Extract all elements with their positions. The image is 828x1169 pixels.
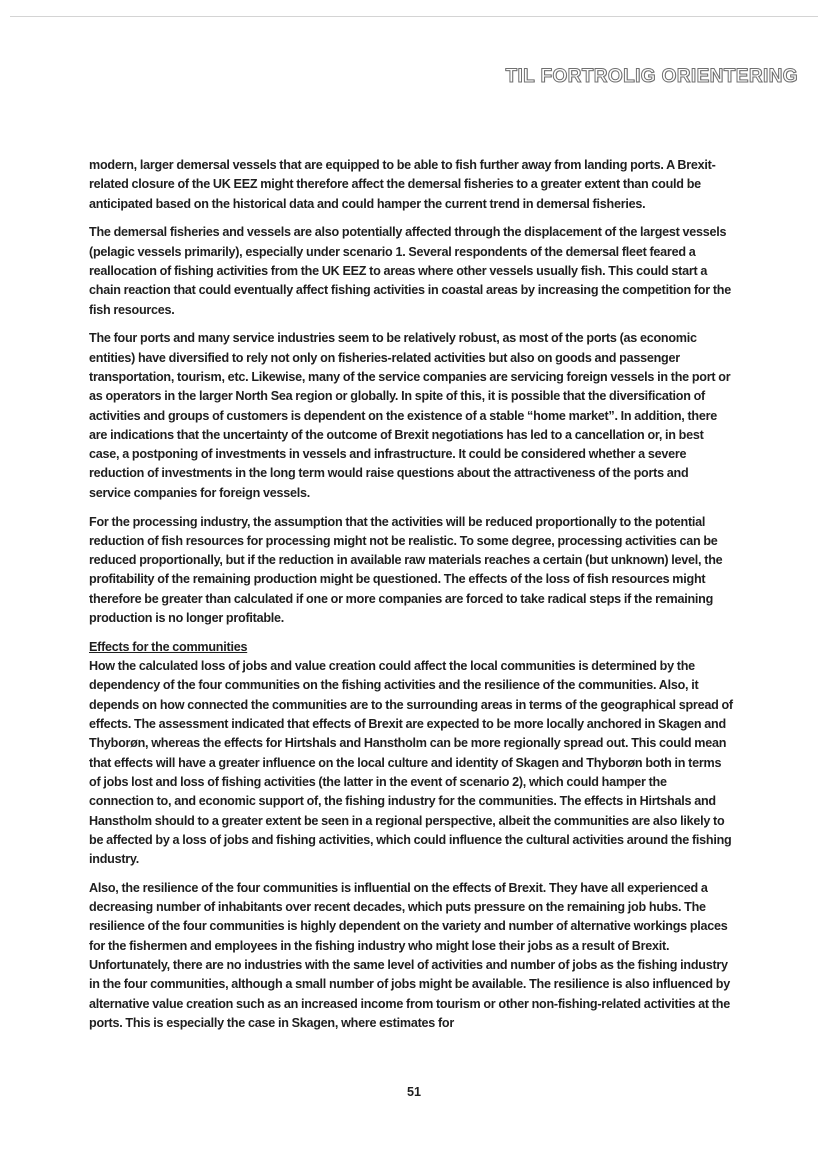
paragraph-processing-industry: For the processing industry, the assumption that the activities will be reduced proportionally to the potential reduction of fish resources for processing might not be realistic. To some degree, processing activities can be reduced proportionally, but if the reduction in available raw materials reaches a certain (but unknown) level, the profitability of the remaining production might be questioned. The effects of the loss of fish resources might therefore be greater than calculated if one or more companies are forced to take radical steps if the remaining production is no longer profitable. (89, 514, 723, 626)
page-number: 51 (406, 1085, 421, 1099)
confidential-stamp: TIL FORTROLIG ORIENTERING (505, 66, 798, 87)
paragraph-ports-services: The four ports and many service industries seem to be relatively robust, as most of the ports (as economic entities) have diversified to rely not only on fisheries-related activities but also on goods and passenger transportation, tourism, etc. Likewise, many of the service companies are servicing foreign vessels in the port or as operators in the larger North Sea region or globally. In spite of this, it is possible that the diversification of activities and groups of customers is dependent on the existence of a stable “home market”. In addition, there are indications that the uncertainty of the outcome of Brexit negotiations has led to a cancellation or, in best case, a postponing of investments in vessels and infrastructure. It could be considered whether a severe reduction of investments in the long term would raise questions about the attractiveness of the ports and service companies for foreign vessels. (89, 331, 731, 500)
document-body (89, 156, 733, 1043)
paragraph-displacement: The demersal fisheries and vessels are also potentially affected through the displacement of the largest vessels (pelagic vessels primarily), especially under scenario 1. Several respondents of the demersal fleet feared a reallocation of fishing activities from the UK EEZ to areas where other vessels usually fish. This could start a chain reaction that could eventually affect fishing activities in coastal areas by increasing the competition for the fish resources. (89, 225, 731, 317)
paragraph-community-effects: How the calculated loss of jobs and value creation could affect the local communities is determined by the dependency of the four communities on the fishing activities and the resilience of the communities. Also, it depends on how connected the communities are to the surrounding areas in terms of the geographical spread of effects. The assessment indicated that effects of Brexit are expected to be more locally anchored in Skagen and Thyborøn, whereas the effects for Hirtshals and Hanstholm can be more regionally spread out. This could mean that effects will have a greater influence on the local culture and identity of Skagen and Thyborøn both in terms of jobs lost and loss of fishing activities (the latter in the event of scenario 2), which could hamper the connection to, and economic support of, the fishing industry for the communities. The effects in Hirtshals and Hanstholm should to a greater extent be seen in a regional perspective, albeit the communities are also likely to be affected by a loss of jobs and fishing activities, which could influence the cultural activities around the fishing industry. (89, 659, 733, 867)
section-heading-communities: Effects for the communities (89, 639, 248, 654)
header-rule (10, 16, 818, 17)
paragraph-demersal-vessels: modern, larger demersal vessels that are equipped to be able to fish further away from landing ports. A Brexit-related closure of the UK EEZ might therefore affect the demersal fisheries to a greater extent than could be anticipated based on the historical data and could hamper the current trend in demersal fisheries. (89, 158, 716, 211)
paragraph-community-resilience: Also, the resilience of the four communities is influential on the effects of Brexit. They have all experienced a decreasing number of inhabitants over recent decades, which puts pressure on the remaining job hubs. The resilience of the four communities is highly dependent on the variety and number of alternative workings places for the fishermen and employees in the fishing industry who might lose their jobs as a result of Brexit. Unfortunately, there are no industries with the same level of activities and number of jobs as the fishing industry in the four communities, although a small number of jobs might be available. The resilience is also influenced by alternative value creation such as an increased income from tourism or other non-fishing-related activities at the ports. This is especially the case in Skagen, where estimates for (89, 880, 730, 1030)
